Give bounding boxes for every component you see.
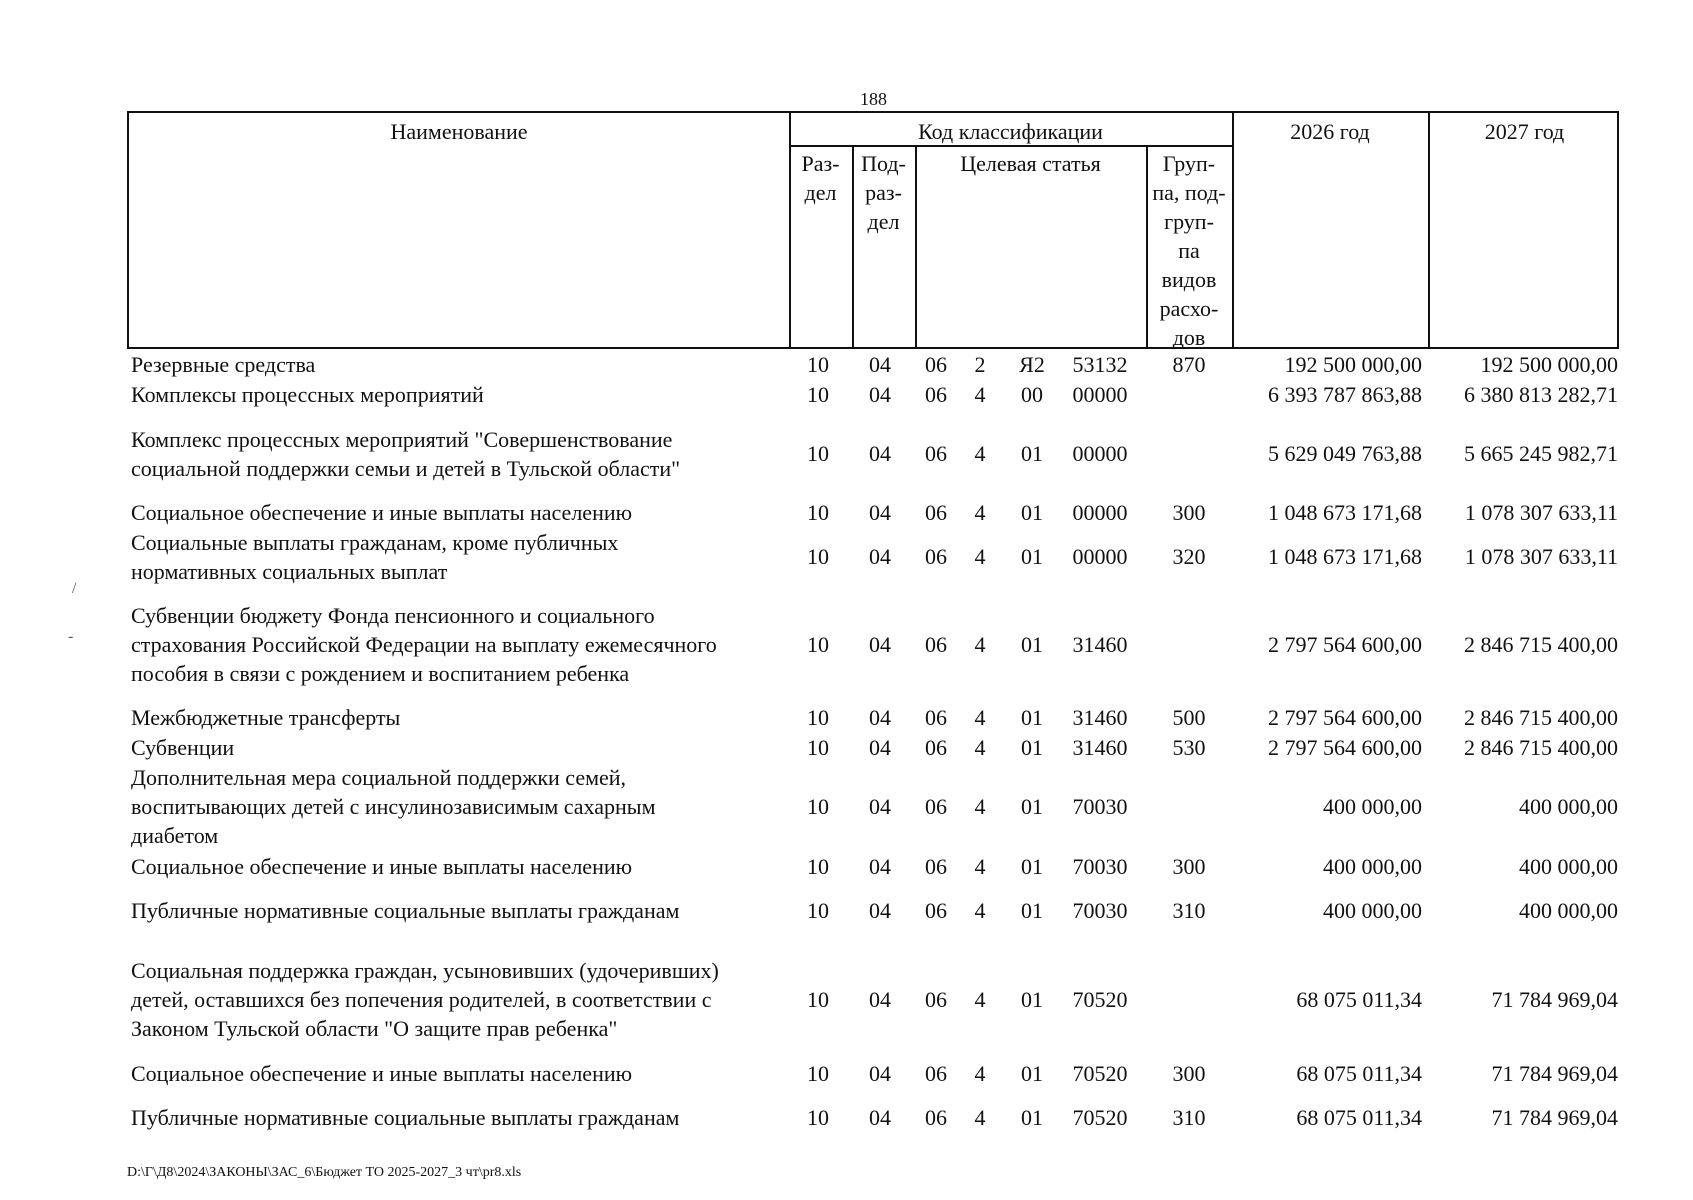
row-razdel: 10 <box>807 441 829 466</box>
row-cs1: 06 <box>925 544 947 569</box>
row-amount-2027: 1 078 307 633,11 <box>1464 500 1618 525</box>
row-cs4: 00000 <box>1072 500 1128 525</box>
header-divider <box>1428 113 1430 347</box>
row-vr: 500 <box>1172 705 1206 730</box>
row-razdel: 10 <box>807 794 829 819</box>
row-amount-2027: 2 846 715 400,00 <box>1464 632 1618 657</box>
row-name: Комплекс процессных мероприятий "Совершенствование социальной поддержки семьи и детей в Тульской области" <box>131 427 681 481</box>
row-amount-2026: 400 000,00 <box>1323 898 1422 923</box>
row-cs4: 00000 <box>1072 382 1128 407</box>
row-razdel: 10 <box>807 898 829 923</box>
row-razdel: 10 <box>807 382 829 407</box>
row-cs3: 00 <box>1021 382 1043 407</box>
row-vr: 310 <box>1172 898 1206 923</box>
row-amount-2026: 68 075 011,34 <box>1296 1061 1422 1086</box>
row-cs3: 01 <box>1021 898 1043 923</box>
row-cs2: 4 <box>974 987 986 1012</box>
header-target-article: Целевая статья <box>960 151 1101 176</box>
row-amount-2027: 71 784 969,04 <box>1491 987 1618 1012</box>
row-cs3: 01 <box>1021 705 1043 730</box>
row-name: Комплексы процессных мероприятий <box>131 382 484 407</box>
row-cs3: Я2 <box>1019 352 1045 377</box>
header-expense-group: Груп- па, под- груп- па видов расхо- дов <box>1152 151 1226 350</box>
row-amount-2026: 5 629 049 763,88 <box>1268 441 1422 466</box>
row-cs3: 01 <box>1021 441 1043 466</box>
row-cs2: 4 <box>974 854 986 879</box>
row-amount-2026: 192 500 000,00 <box>1284 352 1422 377</box>
row-cs2: 4 <box>974 1105 986 1130</box>
row-amount-2027: 2 846 715 400,00 <box>1464 705 1618 730</box>
row-amount-2027: 400 000,00 <box>1519 898 1618 923</box>
row-cs3: 01 <box>1021 735 1043 760</box>
row-name: Социальные выплаты гражданам, кроме публичных нормативных социальных выплат <box>131 530 619 584</box>
row-cs3: 01 <box>1021 500 1043 525</box>
row-cs1: 06 <box>925 1061 947 1086</box>
row-amount-2027: 6 380 813 282,71 <box>1464 382 1618 407</box>
row-name: Социальное обеспечение и иные выплаты населению <box>131 1061 633 1086</box>
row-name: Публичные нормативные социальные выплаты гражданам <box>131 898 680 923</box>
row-cs2: 4 <box>974 705 986 730</box>
row-amount-2027: 71 784 969,04 <box>1491 1061 1618 1086</box>
row-podrazdel: 04 <box>869 1105 891 1130</box>
row-podrazdel: 04 <box>869 441 891 466</box>
row-amount-2026: 6 393 787 863,88 <box>1268 382 1422 407</box>
row-podrazdel: 04 <box>869 544 891 569</box>
row-podrazdel: 04 <box>869 987 891 1012</box>
row-name: Субвенции <box>131 735 235 760</box>
row-cs4: 00000 <box>1072 544 1128 569</box>
row-razdel: 10 <box>807 1105 829 1130</box>
row-razdel: 10 <box>807 735 829 760</box>
row-cs2: 4 <box>974 382 986 407</box>
row-amount-2027: 192 500 000,00 <box>1480 352 1618 377</box>
row-cs3: 01 <box>1021 1061 1043 1086</box>
row-amount-2026: 400 000,00 <box>1323 854 1422 879</box>
row-cs4: 31460 <box>1072 632 1128 657</box>
row-podrazdel: 04 <box>869 352 891 377</box>
row-amount-2027: 2 846 715 400,00 <box>1464 735 1618 760</box>
row-amount-2027: 400 000,00 <box>1519 854 1618 879</box>
row-cs4: 70520 <box>1072 1105 1128 1130</box>
row-cs4: 31460 <box>1072 705 1128 730</box>
row-cs1: 06 <box>925 352 947 377</box>
row-amount-2026: 400 000,00 <box>1323 794 1422 819</box>
row-vr: 320 <box>1172 544 1206 569</box>
header-subsection: Под- раз- дел <box>861 151 906 234</box>
row-cs1: 06 <box>925 441 947 466</box>
row-razdel: 10 <box>807 544 829 569</box>
row-razdel: 10 <box>807 352 829 377</box>
row-vr: 300 <box>1172 854 1206 879</box>
row-name: Социальная поддержка граждан, усыновивших (удочеривших) детей, оставшихся без попечения родителей, в соответствии с Законом Тульской области "О защите прав ребенка" <box>131 958 719 1041</box>
row-cs2: 4 <box>974 794 986 819</box>
row-vr: 870 <box>1172 352 1206 377</box>
table-header <box>127 111 1619 349</box>
row-cs1: 06 <box>925 705 947 730</box>
row-podrazdel: 04 <box>869 854 891 879</box>
row-cs2: 4 <box>974 632 986 657</box>
row-vr: 300 <box>1172 500 1206 525</box>
row-name: Резервные средства <box>131 352 316 377</box>
header-section: Раз- дел <box>801 151 840 205</box>
row-razdel: 10 <box>807 987 829 1012</box>
row-cs3: 01 <box>1021 632 1043 657</box>
row-amount-2026: 68 075 011,34 <box>1296 1105 1422 1130</box>
row-cs3: 01 <box>1021 544 1043 569</box>
row-podrazdel: 04 <box>869 632 891 657</box>
row-podrazdel: 04 <box>869 735 891 760</box>
row-podrazdel: 04 <box>869 500 891 525</box>
row-razdel: 10 <box>807 705 829 730</box>
row-cs3: 01 <box>1021 987 1043 1012</box>
row-cs2: 4 <box>974 544 986 569</box>
row-cs4: 70030 <box>1072 854 1128 879</box>
row-vr: 530 <box>1172 735 1206 760</box>
row-cs3: 01 <box>1021 794 1043 819</box>
row-amount-2026: 68 075 011,34 <box>1296 987 1422 1012</box>
header-name: Наименование <box>390 119 528 144</box>
row-cs1: 06 <box>925 632 947 657</box>
row-cs1: 06 <box>925 735 947 760</box>
header-classification: Код классификации <box>918 119 1103 144</box>
row-name: Межбюджетные трансферты <box>131 705 401 730</box>
row-cs4: 70520 <box>1072 987 1128 1012</box>
row-cs4: 70030 <box>1072 898 1128 923</box>
row-cs2: 4 <box>974 1061 986 1086</box>
row-name: Социальное обеспечение и иные выплаты населению <box>131 854 633 879</box>
row-cs2: 4 <box>974 735 986 760</box>
scan-mark: - <box>68 628 74 645</box>
row-vr: 310 <box>1172 1105 1206 1130</box>
row-amount-2026: 1 048 673 171,68 <box>1268 500 1422 525</box>
row-cs1: 06 <box>925 987 947 1012</box>
header-year-2026: 2026 год <box>1290 119 1370 144</box>
row-podrazdel: 04 <box>869 794 891 819</box>
row-amount-2027: 5 665 245 982,71 <box>1464 441 1618 466</box>
row-cs3: 01 <box>1021 1105 1043 1130</box>
header-year-2027: 2027 год <box>1484 119 1565 144</box>
row-cs2: 4 <box>974 500 986 525</box>
row-cs2: 4 <box>974 441 986 466</box>
header-divider <box>1232 113 1234 347</box>
row-podrazdel: 04 <box>869 1061 891 1086</box>
page-number: 188 <box>860 89 887 109</box>
row-cs1: 06 <box>925 1105 947 1130</box>
row-name: Субвенции бюджету Фонда пенсионного и социального страхования Российской Федерации на выплату ежемесячного пособия в связи с рождением и воспитанием ребенка <box>131 603 717 686</box>
row-amount-2026: 1 048 673 171,68 <box>1268 544 1422 569</box>
row-amount-2026: 2 797 564 600,00 <box>1268 705 1422 730</box>
row-amount-2027: 71 784 969,04 <box>1491 1105 1618 1130</box>
row-cs2: 2 <box>974 352 986 377</box>
row-cs1: 06 <box>925 854 947 879</box>
row-amount-2027: 400 000,00 <box>1519 794 1618 819</box>
row-razdel: 10 <box>807 500 829 525</box>
row-cs1: 06 <box>925 794 947 819</box>
row-cs2: 4 <box>974 898 986 923</box>
row-cs4: 31460 <box>1072 735 1128 760</box>
row-name: Социальное обеспечение и иные выплаты населению <box>131 500 633 525</box>
row-cs1: 06 <box>925 382 947 407</box>
row-podrazdel: 04 <box>869 705 891 730</box>
row-cs3: 01 <box>1021 854 1043 879</box>
row-cs4: 70030 <box>1072 794 1128 819</box>
row-amount-2026: 2 797 564 600,00 <box>1268 632 1422 657</box>
row-cs1: 06 <box>925 898 947 923</box>
row-razdel: 10 <box>807 632 829 657</box>
row-cs4: 70520 <box>1072 1061 1128 1086</box>
row-name: Дополнительная мера социальной поддержки семей, воспитывающих детей с инсулинозависимым сахарным диабетом <box>131 765 656 848</box>
row-razdel: 10 <box>807 1061 829 1086</box>
row-razdel: 10 <box>807 854 829 879</box>
scan-mark: / <box>72 580 77 597</box>
row-vr: 300 <box>1172 1061 1206 1086</box>
row-amount-2027: 1 078 307 633,11 <box>1464 544 1618 569</box>
row-name: Публичные нормативные социальные выплаты гражданам <box>131 1105 680 1130</box>
row-amount-2026: 2 797 564 600,00 <box>1268 735 1422 760</box>
row-cs1: 06 <box>925 500 947 525</box>
row-podrazdel: 04 <box>869 382 891 407</box>
row-podrazdel: 04 <box>869 898 891 923</box>
file-path-footer: D:\Г\Д8\2024\ЗАКОНЫ\ЗАС_6\Бюджет ТО 2025-2027_3 чт\pr8.xls <box>127 1165 522 1180</box>
row-cs4: 00000 <box>1072 441 1128 466</box>
row-cs4: 53132 <box>1072 352 1128 377</box>
